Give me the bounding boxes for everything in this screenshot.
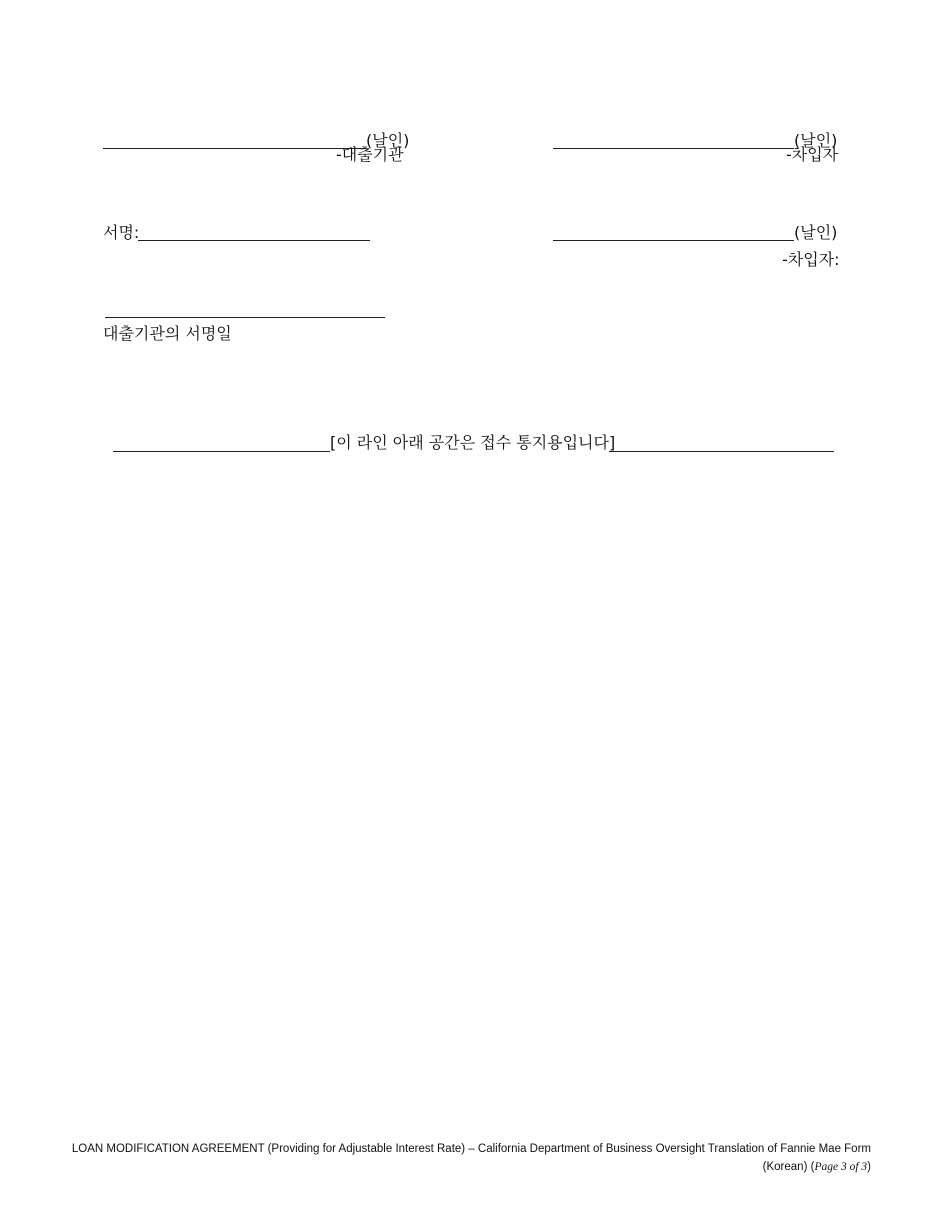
by-signature-line[interactable]	[138, 240, 370, 241]
lender-seal-label: (날인)	[366, 131, 410, 150]
divider-right-line	[609, 451, 834, 452]
borrower2-signature-line[interactable]	[553, 240, 794, 241]
lender-signature-line[interactable]	[103, 148, 366, 149]
footer-page-open: (	[810, 1161, 815, 1173]
footer-language: (Korean)	[762, 1161, 808, 1173]
divider-left-line	[113, 451, 330, 452]
borrower2-seal-label: (날인)	[794, 223, 838, 242]
by-label: 서명:	[103, 223, 140, 242]
recording-divider-text: [이 라인 아래 공간은 접수 통지용입니다]	[330, 433, 616, 452]
borrower1-seal-label: (날인)	[794, 131, 838, 150]
lender-date-label: 대출기관의 서명일	[103, 324, 232, 343]
borrower1-label: -차입자	[786, 145, 839, 164]
footer-form-title: LOAN MODIFICATION AGREEMENT (Providing for Adjustable Interest Rate) – California Department of Business Oversight Translation of Fannie Mae Form	[71, 1143, 871, 1155]
footer-page-close: )	[867, 1161, 871, 1173]
footer-page-info	[763, 1160, 871, 1174]
footer-page-number: Page 3 of 3	[814, 1161, 868, 1173]
borrower1-signature-line[interactable]	[553, 148, 794, 149]
borrower2-label: -차입자:	[782, 250, 840, 269]
lender-date-line[interactable]	[105, 317, 385, 318]
lender-label: -대출기관	[336, 145, 404, 164]
